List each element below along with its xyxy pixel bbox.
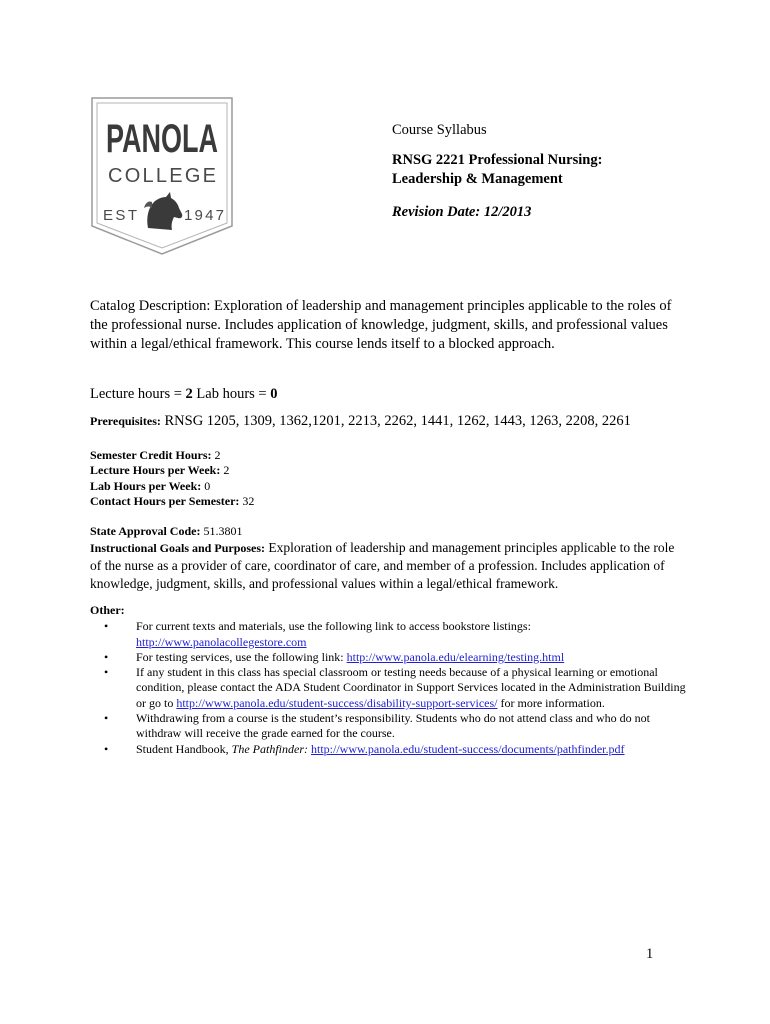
lecture-per-week-value: 2 bbox=[220, 463, 230, 478]
catalog-description-text: Catalog Description: Exploration of leadership and management principles applicable to the roles of the professional nurse. Includes application of knowledge, judgment, skills, and professional values within a legal/ethical framework. This course lends itself to a blocked approach. bbox=[90, 298, 672, 352]
state-approval-value: 51.3801 bbox=[200, 524, 243, 538]
withdrawing-text: Withdrawing from a course is the student’s responsibility. Students who do not attend class and who do not withdraw will receive the grade earned for the course. bbox=[136, 711, 651, 741]
other-list bbox=[90, 619, 690, 757]
list-item bbox=[90, 619, 690, 650]
list-item bbox=[90, 742, 690, 757]
panola-college-logo bbox=[90, 96, 234, 256]
credit-hours bbox=[90, 448, 685, 509]
contact-hours-label: Contact Hours per Semester: bbox=[90, 493, 240, 508]
logo-name: PANOLA bbox=[106, 117, 218, 161]
ada-text: If any student in this class has special classroom or testing needs because of a physical learning or emotional condition, please contact the ADA Student Coordinator in Support Services located in the Administration Building or go to bbox=[136, 665, 686, 710]
other-section bbox=[90, 603, 690, 757]
page-number: 1 bbox=[646, 946, 654, 962]
hours-line bbox=[90, 385, 685, 404]
catalog-description bbox=[90, 297, 685, 354]
goals-label: Instructional Goals and Purposes: bbox=[90, 541, 266, 556]
bookstore-text: For current texts and materials, use the following link to access bookstore listings: bbox=[136, 619, 531, 634]
handbook-text: Student Handbook, bbox=[136, 741, 232, 756]
course-line-1: RNSG 2221 Professional Nursing: bbox=[392, 152, 603, 168]
lecture-hours-label: Lecture hours = bbox=[90, 386, 186, 402]
course-title bbox=[392, 151, 732, 189]
disability-services-link[interactable]: http://www.panola.edu/student-success/disability-support-services/ bbox=[176, 695, 498, 710]
lab-hours-label: Lab hours = bbox=[192, 386, 271, 402]
bookstore-link[interactable]: http://www.panolacollegestore.com bbox=[136, 634, 307, 649]
lab-per-week-value: 0 bbox=[201, 478, 211, 493]
other-label: Other: bbox=[90, 603, 125, 617]
lab-hours-value: 0 bbox=[270, 386, 278, 402]
prerequisites bbox=[90, 412, 710, 431]
list-item bbox=[90, 665, 690, 711]
list-item bbox=[90, 650, 690, 665]
semester-credit-value: 2 bbox=[211, 448, 221, 462]
prerequisites-label: Prerequisites: bbox=[90, 414, 161, 428]
handbook-title: The Pathfinder: bbox=[231, 741, 308, 756]
logo-sub: COLLEGE bbox=[108, 165, 216, 187]
course-syllabus-title: Course Syllabus bbox=[392, 122, 487, 138]
testing-link[interactable]: http://www.panola.edu/elearning/testing.html bbox=[346, 649, 565, 664]
list-item bbox=[90, 711, 690, 742]
contact-hours-value: 32 bbox=[239, 493, 255, 508]
ada-after-text: for more information. bbox=[497, 695, 605, 710]
lecture-per-week-label: Lecture Hours per Week: bbox=[90, 463, 221, 478]
approval-goals bbox=[90, 524, 685, 593]
goals-text: Exploration of leadership and management principles applicable to the role of the nurse as a provider of care, coordinator of care, and member of a profession. Includes application of knowledge, judgment, skills, and professional values within a legal/ethical framework. bbox=[90, 540, 675, 592]
course-line-2: Leadership & Management bbox=[392, 171, 563, 187]
prerequisites-value: RNSG 1205, 1309, 1362,1201, 2213, 2262, 1441, 1262, 1443, 1263, 2208, 2261 bbox=[160, 413, 631, 429]
testing-text: For testing services, use the following link: bbox=[136, 649, 347, 664]
lecture-hours-value: 2 bbox=[185, 386, 193, 402]
logo-year: 1947 bbox=[184, 207, 224, 224]
pathfinder-link[interactable]: http://www.panola.edu/student-success/documents/pathfinder.pdf bbox=[311, 741, 625, 756]
logo-est: EST bbox=[103, 207, 137, 224]
semester-credit-label: Semester Credit Hours: bbox=[90, 448, 212, 462]
state-approval-label: State Approval Code: bbox=[90, 524, 201, 538]
lab-per-week-label: Lab Hours per Week: bbox=[90, 478, 202, 493]
syllabus-header bbox=[392, 121, 732, 221]
revision-date: Revision Date: 12/2013 bbox=[392, 204, 532, 220]
